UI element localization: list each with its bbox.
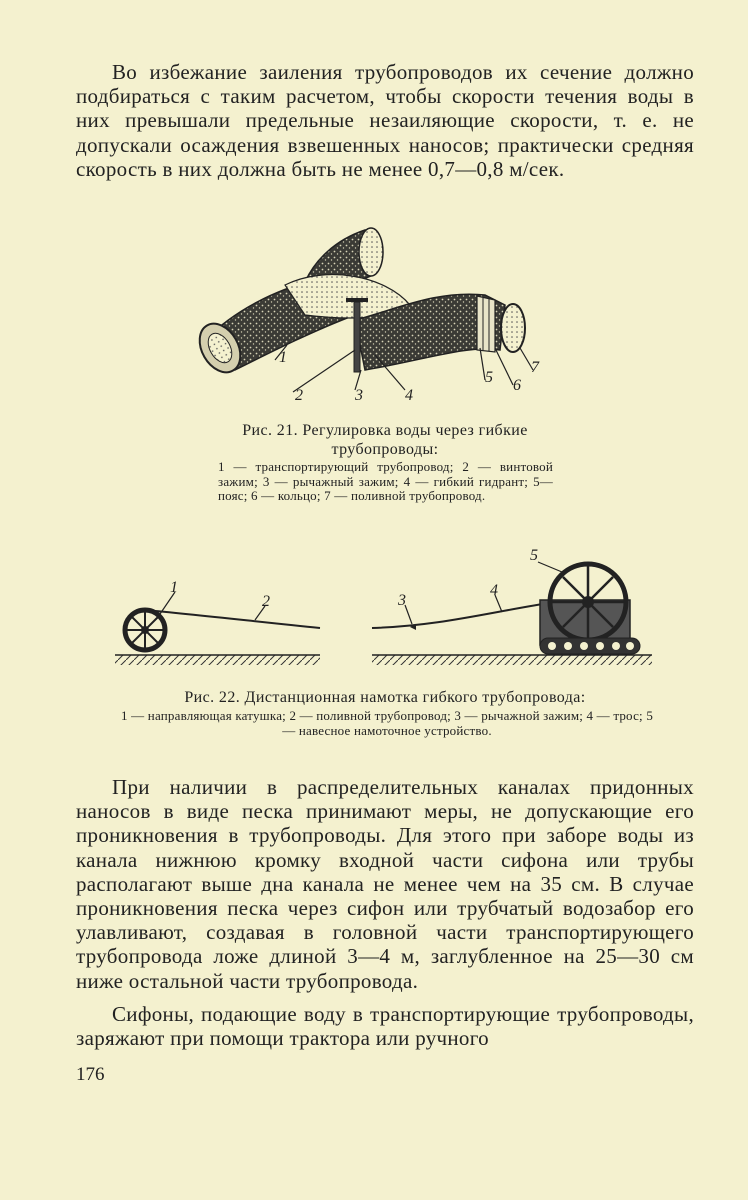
paragraph-sand-control: При наличии в распределительных каналах придонных наносов в виде песка принимают меры, не допускающие его проникновения в трубопроводы. Для этого при заборе воды из канала нижнюю кромку входной части сифона или трубы располагают выше дна канала не менее чем на 35 см. В случае проникновения песка через сифон или трубчатый водозабор его улавливают, создавая в головной части транспортирующего трубопровода ложе длиной 3—4 м, заглубленное на 25—30 см ниже остальной части трубопровода. xyxy=(76,775,694,993)
figure-22-legend: 1 — направляющая катушка; 2 — поливной трубопровод; 3 — рычажной зажим; 4 — трос; 5 — навесное намоточное устройство. xyxy=(120,708,654,738)
fig22-label-5: 5 xyxy=(530,547,538,564)
paragraph-siltation: Во избежание заиления трубопроводов их сечение должно подбираться с таким расчетом, чтобы скорости течения воды в них превышали предельные незаиляющие скорости, т. е. не допускали осаждения взвешенных наносов; практически средняя скорость в них должна быть не менее 0,7—0,8 м/сек. xyxy=(76,60,694,181)
fig21-label-4: 4 xyxy=(405,387,413,404)
fig21-label-3: 3 xyxy=(355,387,363,404)
fig21-label-5: 5 xyxy=(485,369,493,386)
paragraph-siphons: Сифоны, подающие воду в транспортирующие трубопроводы, заряжают при помощи трактора или ручного xyxy=(76,1002,694,1051)
fig22-label-1: 1 xyxy=(170,579,178,596)
figure-22-remote-winding-illustration xyxy=(110,540,665,675)
figure-22-caption: Рис. 22. Дистанционная намотка гибкого трубопровода: xyxy=(184,689,586,706)
fig22-label-2: 2 xyxy=(262,593,270,610)
figure-21-legend: 1 — транспортирующий трубопровод; 2 — винтовой зажим; 3 — рычажный зажим; 4 — гибкий гидрант; 5— пояс; 6 — кольцо; 7 — поливной трубопровод. xyxy=(218,459,553,503)
fig22-label-3: 3 xyxy=(398,592,406,609)
fig21-label-6: 6 xyxy=(513,377,521,394)
fig22-label-4: 4 xyxy=(490,582,498,599)
figure-21-flexible-pipe-illustration xyxy=(195,220,565,405)
fig21-label-2: 2 xyxy=(295,387,303,404)
page-number: 176 xyxy=(76,1064,105,1085)
figure-21-caption: Рис. 21. Регулировка воды через гибкие трубопроводы: xyxy=(242,422,528,458)
fig21-label-1: 1 xyxy=(279,349,287,366)
fig21-label-7: 7 xyxy=(531,359,539,376)
